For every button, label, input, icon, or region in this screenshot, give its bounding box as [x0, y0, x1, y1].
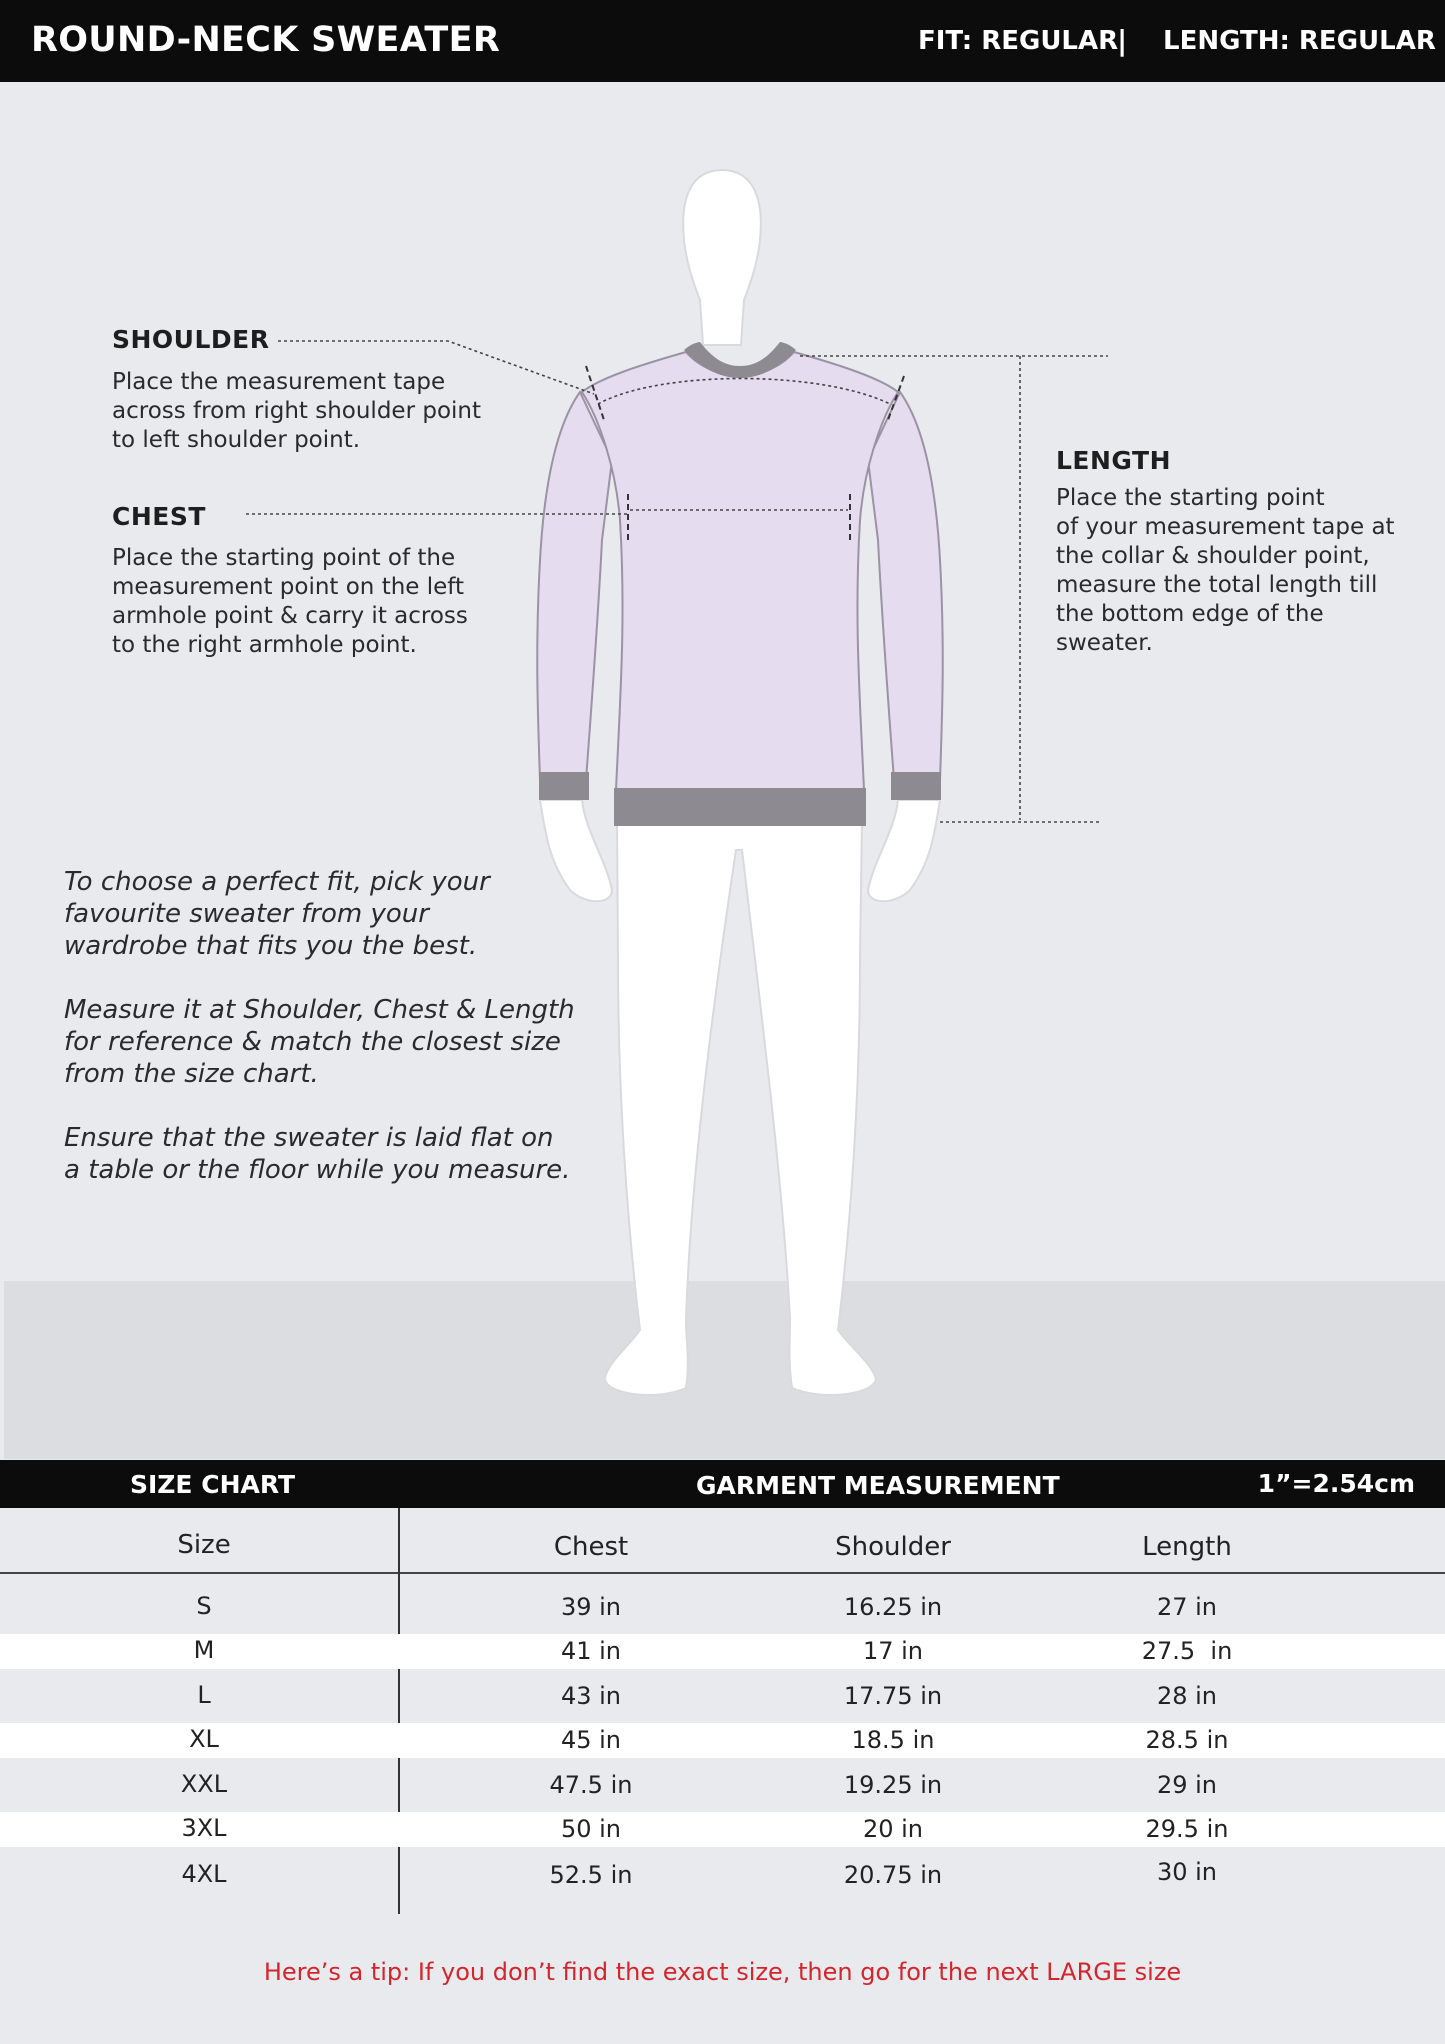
size-cell: S — [196, 1592, 212, 1620]
length-cell: 28 in — [1156, 1682, 1218, 1710]
sweater-shape — [537, 342, 942, 826]
shoulder-cell: 20 in — [862, 1815, 924, 1843]
size-cell: M — [193, 1636, 215, 1664]
chest-cell: 39 in — [560, 1593, 622, 1621]
header-divider — [0, 1572, 1445, 1574]
length-label: LENGTH: REGULAR — [1163, 26, 1436, 56]
length-cell: 29 in — [1156, 1771, 1218, 1799]
table-row — [0, 1858, 1445, 1893]
table-row — [0, 1723, 1445, 1758]
header-separator: | — [1117, 24, 1128, 57]
size-chart-bar — [0, 1460, 1445, 1508]
table-row — [0, 1679, 1445, 1714]
inch-cm-conversion: 1”=2.54cm — [1257, 1469, 1415, 1498]
table-row — [0, 1590, 1445, 1625]
chest-cell: 41 in — [560, 1637, 622, 1665]
shoulder-instructions: Place the measurement tape across from right shoulder point to left shoulder point. — [112, 369, 481, 453]
garment-measurement-title: GARMENT MEASUREMENT — [696, 1471, 1060, 1500]
tip-paragraph: Measure it at Shoulder, Chest & Length for reference & match the closest size from the size chart. — [64, 995, 575, 1089]
shoulder-cell: 19.25 in — [843, 1771, 943, 1799]
shoulder-cell: 18.5 in — [851, 1726, 935, 1754]
shoulder-cell: 17.75 in — [843, 1682, 943, 1710]
chest-cell: 50 in — [560, 1815, 622, 1843]
size-chart-title: SIZE CHART — [130, 1470, 296, 1499]
size-cell: L — [197, 1681, 211, 1709]
header-bar — [0, 0, 1445, 82]
shoulder-cell: 20.75 in — [843, 1861, 943, 1889]
length-cell: 29.5 in — [1145, 1815, 1229, 1843]
tip-paragraph: Ensure that the sweater is laid flat on a table or the floor while you measure. — [64, 1123, 571, 1185]
length-cell: 27.5 in — [1141, 1637, 1233, 1665]
table-row — [0, 1812, 1445, 1847]
fit-tips — [64, 866, 575, 1218]
fit-label: FIT: REGULAR — [918, 26, 1119, 56]
size-cell: XXL — [180, 1770, 228, 1798]
chest-instructions: Place the starting point of the measurement point on the left armhole point & carry it across to the right armhole point. — [112, 545, 468, 658]
chest-heading: CHEST — [112, 502, 206, 531]
shoulder-cell: 16.25 in — [843, 1593, 943, 1621]
sweater-figure-illustration — [0, 82, 1445, 1459]
size-cell: 3XL — [181, 1814, 227, 1842]
chest-cell: 47.5 in — [549, 1771, 633, 1799]
shoulder-cell: 17 in — [862, 1637, 924, 1665]
length-cell: 27 in — [1156, 1593, 1218, 1621]
size-cell: XL — [189, 1725, 219, 1753]
chest-cell: 52.5 in — [549, 1861, 633, 1889]
size-tip: Here’s a tip: If you don’t find the exact size, then go for the next LARGE size — [263, 1958, 1182, 1986]
chest-cell: 45 in — [560, 1726, 622, 1754]
length-cell: 28.5 in — [1145, 1726, 1229, 1754]
shoulder-heading: SHOULDER — [112, 325, 270, 354]
length-instructions: Place the starting point of your measurement tape at the collar & shoulder point, measure the total length till the bottom edge of the sweater. — [1056, 485, 1395, 656]
column-header-size: Size — [177, 1530, 231, 1560]
table-row — [0, 1634, 1445, 1669]
column-header-shoulder: Shoulder — [835, 1532, 951, 1562]
product-title: ROUND-NECK SWEATER — [31, 20, 501, 60]
size-cell: 4XL — [181, 1860, 227, 1888]
tip-paragraph: To choose a perfect fit, pick your favourite sweater from your wardrobe that fits you the best. — [64, 867, 490, 961]
length-cell: 30 in — [1156, 1858, 1218, 1886]
column-header-length: Length — [1142, 1532, 1232, 1562]
column-header-chest: Chest — [553, 1532, 629, 1562]
length-heading: LENGTH — [1056, 446, 1171, 475]
chest-cell: 43 in — [560, 1682, 622, 1710]
table-row — [0, 1768, 1445, 1803]
